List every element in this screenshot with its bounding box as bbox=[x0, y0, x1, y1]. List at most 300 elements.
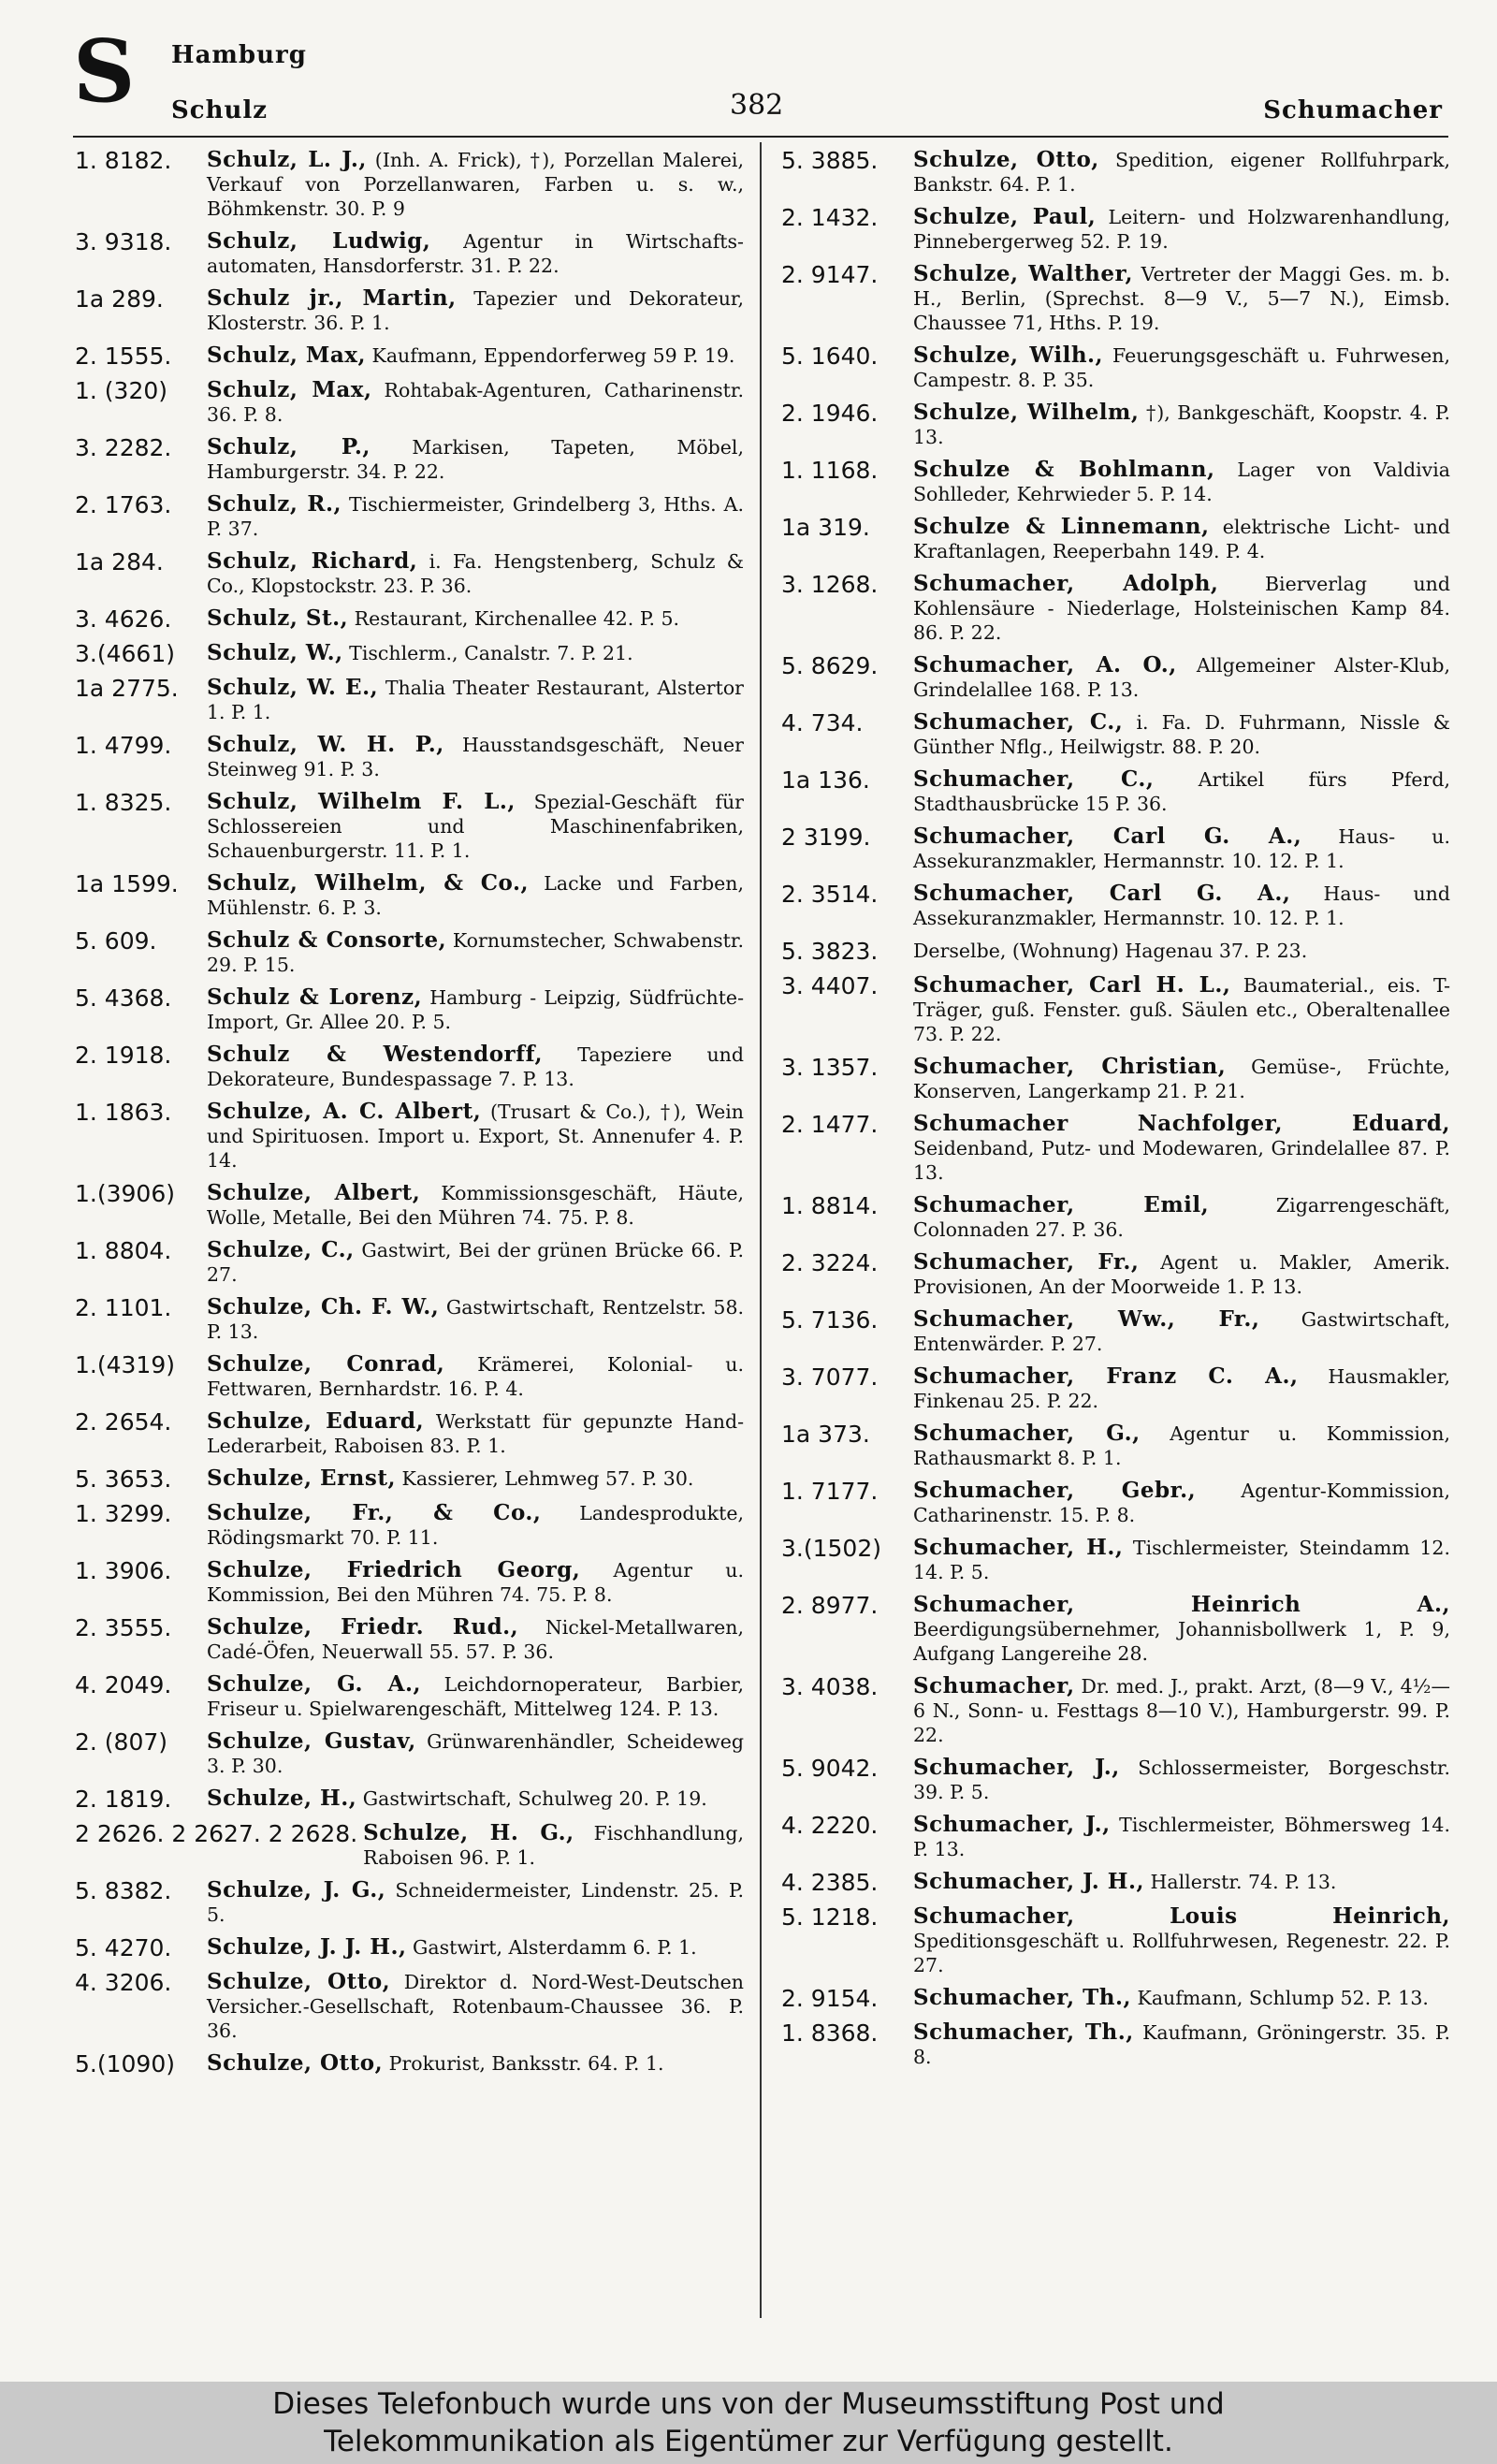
phone-number: 5. 8382. bbox=[75, 1877, 172, 1904]
phone-number: 3.(4661) bbox=[75, 640, 175, 667]
phone-number: 2. 3224. bbox=[781, 1249, 879, 1276]
entry-text bbox=[201, 1100, 744, 1173]
entry-text bbox=[201, 1238, 744, 1287]
entry-text bbox=[908, 572, 1450, 645]
phone-number: 1a 2775. bbox=[75, 675, 179, 702]
directory-entry bbox=[781, 401, 1450, 449]
subscriber-name: Schumacher, J. H., bbox=[913, 1869, 1144, 1894]
entry-text bbox=[201, 676, 744, 724]
entry-text bbox=[201, 1295, 744, 1344]
phone-number: 5. 7136. bbox=[781, 1306, 879, 1334]
phone-number: 5. 3885. bbox=[781, 147, 879, 174]
subscriber-name: Schumacher, Carl G. A., bbox=[913, 881, 1291, 906]
directory-entry bbox=[75, 343, 744, 370]
phone-number: 2. 3514. bbox=[781, 881, 879, 908]
entry-details: Nickel-Metallwaren, Cadé-Öfen, Neuerwall 55. 57. P. 36. bbox=[207, 1616, 744, 1663]
subscriber-name: Schulze, H., bbox=[207, 1786, 357, 1811]
directory-entry bbox=[781, 973, 1450, 1046]
phone-number: 1. 8325. bbox=[75, 789, 172, 816]
entry-details: Rohtabak-Agenturen, Catharinenstr. 36. P. 8. bbox=[207, 379, 744, 426]
phone-number: 3. 4407. bbox=[781, 972, 879, 999]
subscriber-name: Schulze, Otto, bbox=[913, 147, 1099, 172]
entry-text bbox=[908, 1112, 1450, 1185]
entry-details: Haus- und Assekuranzmakler, Hermannstr. 10. 12. P. 1. bbox=[913, 882, 1450, 929]
entry-text bbox=[201, 148, 744, 221]
entry-text bbox=[908, 939, 1450, 965]
phone-number: 3. 1357. bbox=[781, 1054, 879, 1081]
subscriber-name: Schulz, Wilhelm, & Co., bbox=[207, 870, 529, 896]
entry-details: Kaufmann, Eppendorferweg 59 P. 19. bbox=[371, 344, 735, 367]
directory-entry bbox=[75, 1100, 744, 1173]
entry-details: Landesprodukte, Rödingsmarkt 70. P. 11. bbox=[207, 1502, 744, 1549]
entry-text bbox=[908, 882, 1450, 930]
phone-number: 5.(1090) bbox=[75, 2050, 175, 2078]
entry-details: Kassierer, Lehmweg 57. P. 30. bbox=[401, 1467, 694, 1490]
subscriber-name: Schulz & Lorenz, bbox=[207, 984, 423, 1010]
entry-text bbox=[908, 343, 1450, 392]
left-column bbox=[75, 148, 744, 2086]
entry-text bbox=[201, 1501, 744, 1550]
phone-number: 2. 1918. bbox=[75, 1042, 172, 1069]
phone-number: 5. 1218. bbox=[781, 1903, 879, 1931]
subscriber-name: Schumacher, Ww., Fr., bbox=[913, 1306, 1260, 1332]
directory-entry bbox=[75, 1409, 744, 1458]
entry-text bbox=[201, 606, 744, 633]
entry-text bbox=[201, 790, 744, 863]
entry-details: Krämerei, Kolonial- u. Fettwaren, Bernhardstr. 16. P. 4. bbox=[207, 1353, 744, 1400]
subscriber-name: Schulz & Westendorff, bbox=[207, 1042, 543, 1067]
phone-number: 2. 2654. bbox=[75, 1408, 172, 1436]
entry-text bbox=[908, 767, 1450, 816]
entry-details: Hallerstr. 74. P. 13. bbox=[1150, 1871, 1337, 1893]
entry-text bbox=[201, 1729, 744, 1778]
entry-details: Restaurant, Kirchenallee 42. P. 5. bbox=[354, 607, 680, 630]
entry-details: Agentur u. Kommission, Rathausmarkt 8. P. 1. bbox=[913, 1422, 1450, 1469]
subscriber-name: Schulze, Ch. F. W., bbox=[207, 1294, 440, 1319]
directory-entry bbox=[75, 1821, 744, 1870]
entry-text bbox=[201, 2051, 744, 2078]
entry-text bbox=[201, 378, 744, 427]
entry-details: Fischhandlung, Raboisen 96. P. 1. bbox=[363, 1822, 744, 1869]
entry-text bbox=[201, 1672, 744, 1721]
subscriber-name: Schulze, Fr., & Co., bbox=[207, 1500, 542, 1525]
directory-entry bbox=[781, 1813, 1450, 1861]
phone-number: 1. 8182. bbox=[75, 147, 172, 174]
directory-entry bbox=[75, 1181, 744, 1230]
subscriber-name: Schulze, Wilh., bbox=[913, 343, 1104, 368]
entry-details: Thalia Theater Restaurant, Alstertor 1. P. 1. bbox=[207, 677, 744, 723]
entry-text bbox=[201, 286, 744, 335]
phone-number: 4. 2220. bbox=[781, 1812, 879, 1839]
directory-entry bbox=[75, 1558, 744, 1607]
entry-details: Gastwirtschaft, Rentzelstr. 58. P. 13. bbox=[207, 1296, 744, 1343]
subscriber-name: Schulze, Conrad, bbox=[207, 1351, 445, 1377]
entry-details: Allgemeiner Alster-Klub, Grindelallee 168. P. 13. bbox=[913, 654, 1450, 701]
entry-details: †), Bankgeschäft, Koopstr. 4. P. 13. bbox=[913, 401, 1451, 448]
subscriber-name: Schulz, Wilhelm F. L., bbox=[207, 789, 516, 814]
phone-number: 2. 3555. bbox=[75, 1614, 172, 1641]
subscriber-name: Schumacher, J., bbox=[913, 1812, 1111, 1837]
subscriber-name: Schumacher, Franz C. A., bbox=[913, 1363, 1299, 1389]
directory-entry bbox=[75, 1672, 744, 1721]
entry-text bbox=[908, 1593, 1450, 1666]
subscriber-name: Schumacher, Gebr., bbox=[913, 1478, 1197, 1503]
entry-details: Tapezier und Dekorateur, Klosterstr. 36. P. 1. bbox=[207, 287, 744, 334]
entry-text bbox=[201, 1558, 744, 1607]
entry-text bbox=[908, 262, 1450, 335]
directory-entry bbox=[781, 1479, 1450, 1527]
directory-entry bbox=[781, 1536, 1450, 1584]
footer-line-1: Dieses Telefonbuch wurde uns von der Museumsstiftung Post und bbox=[272, 2387, 1225, 2421]
entry-text bbox=[201, 343, 744, 370]
subscriber-name: Schulz, R., bbox=[207, 491, 342, 517]
subscriber-name: Schulze, G. A., bbox=[207, 1671, 421, 1697]
entry-text bbox=[908, 653, 1450, 702]
entry-text bbox=[908, 1479, 1450, 1527]
entry-text bbox=[201, 1352, 744, 1401]
directory-entry bbox=[75, 2051, 744, 2078]
entry-details: Kaufmann, Gröningerstr. 35. P. 8. bbox=[913, 2021, 1451, 2068]
entry-details: Tischlerm., Canalstr. 7. P. 21. bbox=[349, 642, 633, 664]
phone-number: 2. 1946. bbox=[781, 400, 879, 427]
directory-entry bbox=[75, 641, 744, 667]
entry-text bbox=[201, 641, 744, 667]
entry-details: Lacke und Farben, Mühlenstr. 6. P. 3. bbox=[207, 872, 744, 919]
entry-text bbox=[201, 1786, 744, 1813]
phone-number: 5. 3653. bbox=[75, 1465, 172, 1493]
entry-details: Kommissionsgeschäft, Häute, Wolle, Metalle, Bei den Mühren 74. 75. P. 8. bbox=[207, 1182, 744, 1229]
directory-entry bbox=[781, 767, 1450, 816]
directory-entry bbox=[75, 1935, 744, 1961]
directory-entry bbox=[75, 1352, 744, 1401]
entry-text bbox=[201, 492, 744, 541]
entry-text bbox=[201, 549, 744, 598]
phone-number: 5. 1640. bbox=[781, 343, 879, 370]
entry-details: Prokurist, Banksstr. 64. P. 1. bbox=[388, 2052, 664, 2075]
phone-number: 3. 2282. bbox=[75, 434, 172, 461]
entry-details: Gemüse-, Früchte, Konserven, Langerkamp 21. P. 21. bbox=[913, 1056, 1450, 1102]
entry-details: Gastwirt, Bei der grünen Brücke 66. P. 27. bbox=[207, 1239, 744, 1286]
entry-text bbox=[908, 824, 1450, 873]
entry-details: i. Fa. Hengstenberg, Schulz & Co., Klopstockstr. 23. P. 36. bbox=[207, 550, 744, 597]
subscriber-name: Schulz, Ludwig, bbox=[207, 228, 431, 254]
directory-entry bbox=[781, 1307, 1450, 1356]
entry-details: Gastwirtschaft, Entenwärder. P. 27. bbox=[913, 1308, 1450, 1355]
directory-entry bbox=[75, 378, 744, 427]
entry-details: Seidenband, Putz- und Modewaren, Grindelallee 87. P. 13. bbox=[913, 1137, 1450, 1184]
directory-entry bbox=[75, 928, 744, 977]
directory-entry bbox=[75, 1466, 744, 1493]
entry-text bbox=[201, 1615, 744, 1664]
directory-entry bbox=[781, 148, 1450, 197]
phone-number: 2. (807) bbox=[75, 1728, 168, 1756]
subscriber-name: Schumacher, Fr., bbox=[913, 1249, 1140, 1275]
entry-details: Tischlermeister, Böhmersweg 14. P. 13. bbox=[913, 1814, 1450, 1860]
subscriber-name: Schulz, W. E., bbox=[207, 675, 379, 700]
subscriber-name: Schumacher, H., bbox=[913, 1535, 1124, 1560]
phone-number: 1.(3906) bbox=[75, 1180, 175, 1207]
phone-number: 1a 284. bbox=[75, 548, 164, 576]
directory-entry bbox=[781, 882, 1450, 930]
subscriber-name: Schulz, Max, bbox=[207, 377, 372, 402]
phone-number: 2. 1763. bbox=[75, 491, 172, 518]
directory-entry bbox=[75, 1729, 744, 1778]
directory-entry bbox=[75, 435, 744, 484]
directory-entry bbox=[75, 1042, 744, 1091]
right-column bbox=[781, 148, 1450, 2078]
entry-details: Beerdigungsübernehmer, Johannisbollwerk 1, P. 9, Aufgang Langereihe 28. bbox=[913, 1618, 1450, 1665]
footer-line-2: Telekommunikation als Eigentümer zur Verfügung gestellt. bbox=[324, 2425, 1173, 2458]
directory-entry bbox=[781, 1422, 1450, 1470]
phone-number: 2. 1477. bbox=[781, 1111, 879, 1138]
phone-number: 1. 8814. bbox=[781, 1192, 879, 1219]
phone-number: 2. 1819. bbox=[75, 1786, 172, 1813]
entry-details: Haus- u. Assekuranzmakler, Hermannstr. 10. 12. P. 1. bbox=[913, 825, 1450, 872]
section-letter: S bbox=[73, 21, 136, 122]
entry-details: Tischiermeister, Grindelberg 3, Hths. A. P. 37. bbox=[207, 493, 744, 540]
phone-number: 1a 1599. bbox=[75, 870, 179, 897]
subscriber-name: Schulze & Linnemann, bbox=[913, 514, 1210, 539]
entry-text bbox=[201, 985, 744, 1034]
directory-entry bbox=[781, 1364, 1450, 1413]
entry-text bbox=[908, 1756, 1450, 1804]
entry-details: Dr. med. J., prakt. Arzt, (8—9 V., 4½—6 N., Sonn- u. Festtags 8—10 V.), Hamburgerstr. 99. P. 22. bbox=[913, 1675, 1450, 1746]
entry-details: Lager von Valdivia Sohlleder, Kehrwieder 5. P. 14. bbox=[913, 459, 1450, 505]
subscriber-name: Schulz jr., Martin, bbox=[207, 285, 457, 311]
entry-text bbox=[908, 401, 1450, 449]
phone-number: 2. 1101. bbox=[75, 1294, 172, 1321]
directory-entry bbox=[781, 343, 1450, 392]
subscriber-name: Schulz, W., bbox=[207, 640, 343, 665]
subscriber-name: Schulze, Ernst, bbox=[207, 1465, 396, 1491]
entry-text bbox=[201, 1466, 744, 1493]
entry-text bbox=[201, 871, 744, 920]
entry-details: Leitern- und Holzwarenhandlung, Pinnebergerweg 52. P. 19. bbox=[913, 206, 1450, 253]
entry-details: Baumaterial., eis. T-Träger, guß. Fenster. guß. Säulen etc., Oberaltenallee 73. P. 22. bbox=[913, 974, 1450, 1045]
entry-details: Bierverlag und Kohlensäure - Niederlage, Holsteinischen Kamp 84. 86. P. 22. bbox=[913, 573, 1451, 644]
directory-entry bbox=[75, 549, 744, 598]
phone-number: 2 3199. bbox=[781, 824, 871, 851]
entry-text bbox=[908, 458, 1450, 506]
subscriber-name: Schumacher Nachfolger, Eduard, bbox=[913, 1111, 1450, 1136]
header-rule bbox=[73, 136, 1448, 138]
entry-text bbox=[201, 1935, 744, 1961]
entry-details: elektrische Licht- und Kraftanlagen, Reeperbahn 149. P. 4. bbox=[913, 516, 1450, 562]
entry-text bbox=[908, 1536, 1450, 1584]
subscriber-name: Schulze, J. J. H., bbox=[207, 1934, 407, 1960]
phone-number: 1a 373. bbox=[781, 1421, 870, 1448]
entry-text bbox=[201, 1878, 744, 1927]
directory-entry bbox=[781, 1674, 1450, 1747]
subscriber-name: Schumacher, C., bbox=[913, 766, 1155, 792]
directory-entry bbox=[781, 1055, 1450, 1103]
entry-text bbox=[908, 1250, 1450, 1299]
phone-number: 1. 8804. bbox=[75, 1237, 172, 1264]
directory-entry bbox=[781, 205, 1450, 254]
entry-text bbox=[908, 1055, 1450, 1103]
phone-number: 1a 289. bbox=[75, 285, 164, 313]
subscriber-name: Schulze, Eduard, bbox=[207, 1408, 425, 1434]
directory-entry bbox=[781, 515, 1450, 563]
entry-text bbox=[908, 1193, 1450, 1242]
directory-entry bbox=[781, 458, 1450, 506]
entry-text bbox=[908, 1364, 1450, 1413]
entry-text bbox=[908, 2020, 1450, 2069]
subscriber-name: Schumacher, bbox=[913, 1673, 1075, 1699]
subscriber-name: Schulze, H. G., bbox=[363, 1820, 574, 1845]
phone-number: 4. 2385. bbox=[781, 1869, 879, 1896]
subscriber-name: Schulz, Richard, bbox=[207, 548, 418, 574]
phone-number: 2. 9154. bbox=[781, 1985, 879, 2012]
directory-entry bbox=[781, 1986, 1450, 2012]
subscriber-name: Schulze, Walther, bbox=[913, 261, 1133, 286]
phone-number: 3.(1502) bbox=[781, 1535, 881, 1562]
phone-number: 3. 4626. bbox=[75, 605, 172, 633]
subscriber-name: Schumacher, J., bbox=[913, 1755, 1120, 1780]
subscriber-name: Schulze, Friedrich Georg, bbox=[207, 1557, 581, 1582]
subscriber-name: Schulz, W. H. P., bbox=[207, 732, 444, 757]
phone-number: 3. 1268. bbox=[781, 571, 879, 598]
phone-number: 5. 8629. bbox=[781, 652, 879, 679]
entry-details: Markisen, Tapeten, Möbel, Hamburgerstr. 34. P. 22. bbox=[207, 436, 745, 483]
subscriber-name: Schulze, C., bbox=[207, 1237, 355, 1262]
subscriber-name: Schulz, Max, bbox=[207, 343, 366, 368]
entry-text bbox=[908, 1674, 1450, 1747]
entry-details: Schlossermeister, Borgeschstr. 39. P. 5. bbox=[913, 1757, 1450, 1803]
directory-entry bbox=[75, 871, 744, 920]
directory-entry bbox=[75, 1878, 744, 1927]
left-guide-word: Schulz bbox=[171, 96, 269, 124]
subscriber-name: Schumacher, Carl G. A., bbox=[913, 824, 1302, 849]
entry-details: Agentur in Wirtschafts-automaten, Hansdorferstr. 31. P. 22. bbox=[207, 230, 744, 277]
subscriber-name: Schulz, St., bbox=[207, 605, 349, 631]
phone-number: 4. 2049. bbox=[75, 1671, 172, 1699]
entry-details: Werkstatt für gepunzte Hand-Lederarbeit, Raboisen 83. P. 1. bbox=[207, 1410, 744, 1457]
subscriber-name: Schulz & Consorte, bbox=[207, 927, 447, 953]
phone-number: 1. 7177. bbox=[781, 1478, 879, 1505]
directory-entry bbox=[75, 1786, 744, 1813]
phone-number: 1. 3906. bbox=[75, 1557, 172, 1584]
phone-number: 1. (320) bbox=[75, 377, 168, 404]
entry-text bbox=[201, 1409, 744, 1458]
directory-entry bbox=[781, 1112, 1450, 1185]
entry-details: Agentur u. Kommission, Bei den Mühren 74. 75. P. 8. bbox=[207, 1559, 744, 1606]
entry-text bbox=[908, 515, 1450, 563]
subscriber-name: Schumacher, G., bbox=[913, 1421, 1141, 1446]
entry-details: Tapeziere und Dekorateure, Bundespassage 7. P. 13. bbox=[207, 1043, 744, 1090]
right-guide-word: Schumacher bbox=[1263, 96, 1443, 124]
entry-details: Grünwarenhändler, Scheideweg 3. P. 30. bbox=[207, 1730, 744, 1777]
directory-entry bbox=[75, 1615, 744, 1664]
directory-entry bbox=[781, 1250, 1450, 1299]
phone-number: 2. 1555. bbox=[75, 343, 172, 370]
directory-entry bbox=[75, 148, 744, 221]
entry-details: i. Fa. D. Fuhrmann, Nissle & Günther Nflg., Heilwigstr. 88. P. 20. bbox=[913, 711, 1450, 758]
directory-entry bbox=[781, 1193, 1450, 1242]
subscriber-name: Schumacher, Heinrich A., bbox=[913, 1592, 1450, 1617]
entry-details: (Inh. A. Frick), †), Porzellan Malerei, Verkauf von Porzellanwaren, Farben u. s. w., Böhmkenstr. 30. P. 9 bbox=[207, 149, 744, 220]
entry-details: Leichdornoperateur, Barbier, Friseur u. Spielwarengeschäft, Mittelweg 124. P. 13. bbox=[207, 1673, 745, 1720]
entry-text bbox=[908, 205, 1450, 254]
entry-details: Spezial-Geschäft für Schlossereien und Maschinenfabriken, Schauenburgerstr. 11. P. 1. bbox=[207, 791, 744, 862]
directory-entry bbox=[75, 492, 744, 541]
directory-entry bbox=[781, 939, 1450, 965]
phone-number: 5. 3823. bbox=[781, 938, 879, 965]
directory-entry bbox=[75, 286, 744, 335]
phone-number: 1. 1863. bbox=[75, 1099, 172, 1126]
entry-details: (Trusart & Co.), †), Wein und Spirituosen. Import u. Export, St. Annenufer 4. P. 14. bbox=[207, 1101, 744, 1172]
entry-details: Speditionsgeschäft u. Rollfuhrwesen, Regenestr. 22. P. 27. bbox=[913, 1930, 1450, 1976]
subscriber-name: Schumacher, Th., bbox=[913, 1985, 1131, 2010]
entry-details: Schneidermeister, Lindenstr. 25. P. 5. bbox=[207, 1879, 744, 1926]
directory-entry bbox=[781, 2020, 1450, 2069]
directory-entry bbox=[781, 1870, 1450, 1896]
entry-text bbox=[201, 733, 744, 781]
entry-text bbox=[201, 928, 744, 977]
directory-entry bbox=[75, 733, 744, 781]
subscriber-name: Schulze, J. G., bbox=[207, 1877, 386, 1903]
subscriber-name: Schumacher, Adolph, bbox=[913, 571, 1219, 596]
directory-entry bbox=[75, 1501, 744, 1550]
entry-details: Hausstandsgeschäft, Neuer Steinweg 91. P. 3. bbox=[207, 734, 744, 780]
phone-number: 5. 9042. bbox=[781, 1755, 879, 1782]
entry-details: Gastwirtschaft, Schulweg 20. P. 19. bbox=[362, 1787, 707, 1810]
entry-text bbox=[908, 1870, 1450, 1896]
phone-number: 5. 4270. bbox=[75, 1934, 172, 1961]
footer-notice bbox=[0, 2382, 1497, 2464]
entry-details: Zigarrengeschäft, Colonnaden 27. P. 36. bbox=[913, 1194, 1450, 1241]
subscriber-name: Schulze, Albert, bbox=[207, 1180, 421, 1205]
entry-text bbox=[201, 435, 744, 484]
directory-entry bbox=[781, 1904, 1450, 1977]
directory-entry bbox=[75, 676, 744, 724]
phone-number: 1. 8368. bbox=[781, 2019, 879, 2047]
directory-entry bbox=[781, 1756, 1450, 1804]
phone-number: 1. 4799. bbox=[75, 732, 172, 759]
directory-entry bbox=[75, 1238, 744, 1287]
entry-text bbox=[201, 1181, 744, 1230]
subscriber-name: Schumacher, Christian, bbox=[913, 1054, 1227, 1079]
subscriber-name: Schumacher, Louis Heinrich, bbox=[913, 1903, 1450, 1929]
directory-entry bbox=[781, 262, 1450, 335]
phone-number: 3. 4038. bbox=[781, 1673, 879, 1700]
page-number: 382 bbox=[730, 89, 784, 122]
directory-entry bbox=[781, 653, 1450, 702]
phone-number: 2 2626. 2 2627. 2 2628. bbox=[75, 1820, 358, 1847]
subscriber-name: Schumacher, Carl H. L., bbox=[913, 972, 1231, 998]
entry-details: Artikel fürs Pferd, Stadthausbrücke 15 P. 36. bbox=[913, 768, 1450, 815]
entry-details: Gastwirt, Alsterdamm 6. P. 1. bbox=[413, 1936, 697, 1959]
entry-text bbox=[908, 1904, 1450, 1977]
subscriber-name: Schulze, Friedr. Rud., bbox=[207, 1614, 519, 1640]
subscriber-name: Schulze, Gustav, bbox=[207, 1728, 416, 1754]
entry-details: Spedition, eigener Rollfuhrpark, Bankstr. 64. P. 1. bbox=[913, 149, 1450, 196]
entry-text bbox=[201, 1042, 744, 1091]
entry-text bbox=[201, 1970, 744, 2043]
entry-details: Derselbe, (Wohnung) Hagenau 37. P. 23. bbox=[913, 940, 1308, 962]
entry-text bbox=[908, 148, 1450, 197]
column-divider bbox=[760, 142, 762, 2318]
subscriber-name: Schulze, A. C. Albert, bbox=[207, 1099, 482, 1124]
phone-number: 1. 3299. bbox=[75, 1500, 172, 1527]
phone-number: 2. 8977. bbox=[781, 1592, 879, 1619]
subscriber-name: Schumacher, A. O., bbox=[913, 652, 1177, 678]
directory-entry bbox=[75, 790, 744, 863]
entry-details: Kaufmann, Schlump 52. P. 13. bbox=[1137, 1987, 1429, 2009]
phone-number: 2. 9147. bbox=[781, 261, 879, 288]
entry-details: Feuerungsgeschäft u. Fuhrwesen, Campestr. 8. P. 35. bbox=[913, 344, 1450, 391]
directory-entry bbox=[75, 229, 744, 278]
